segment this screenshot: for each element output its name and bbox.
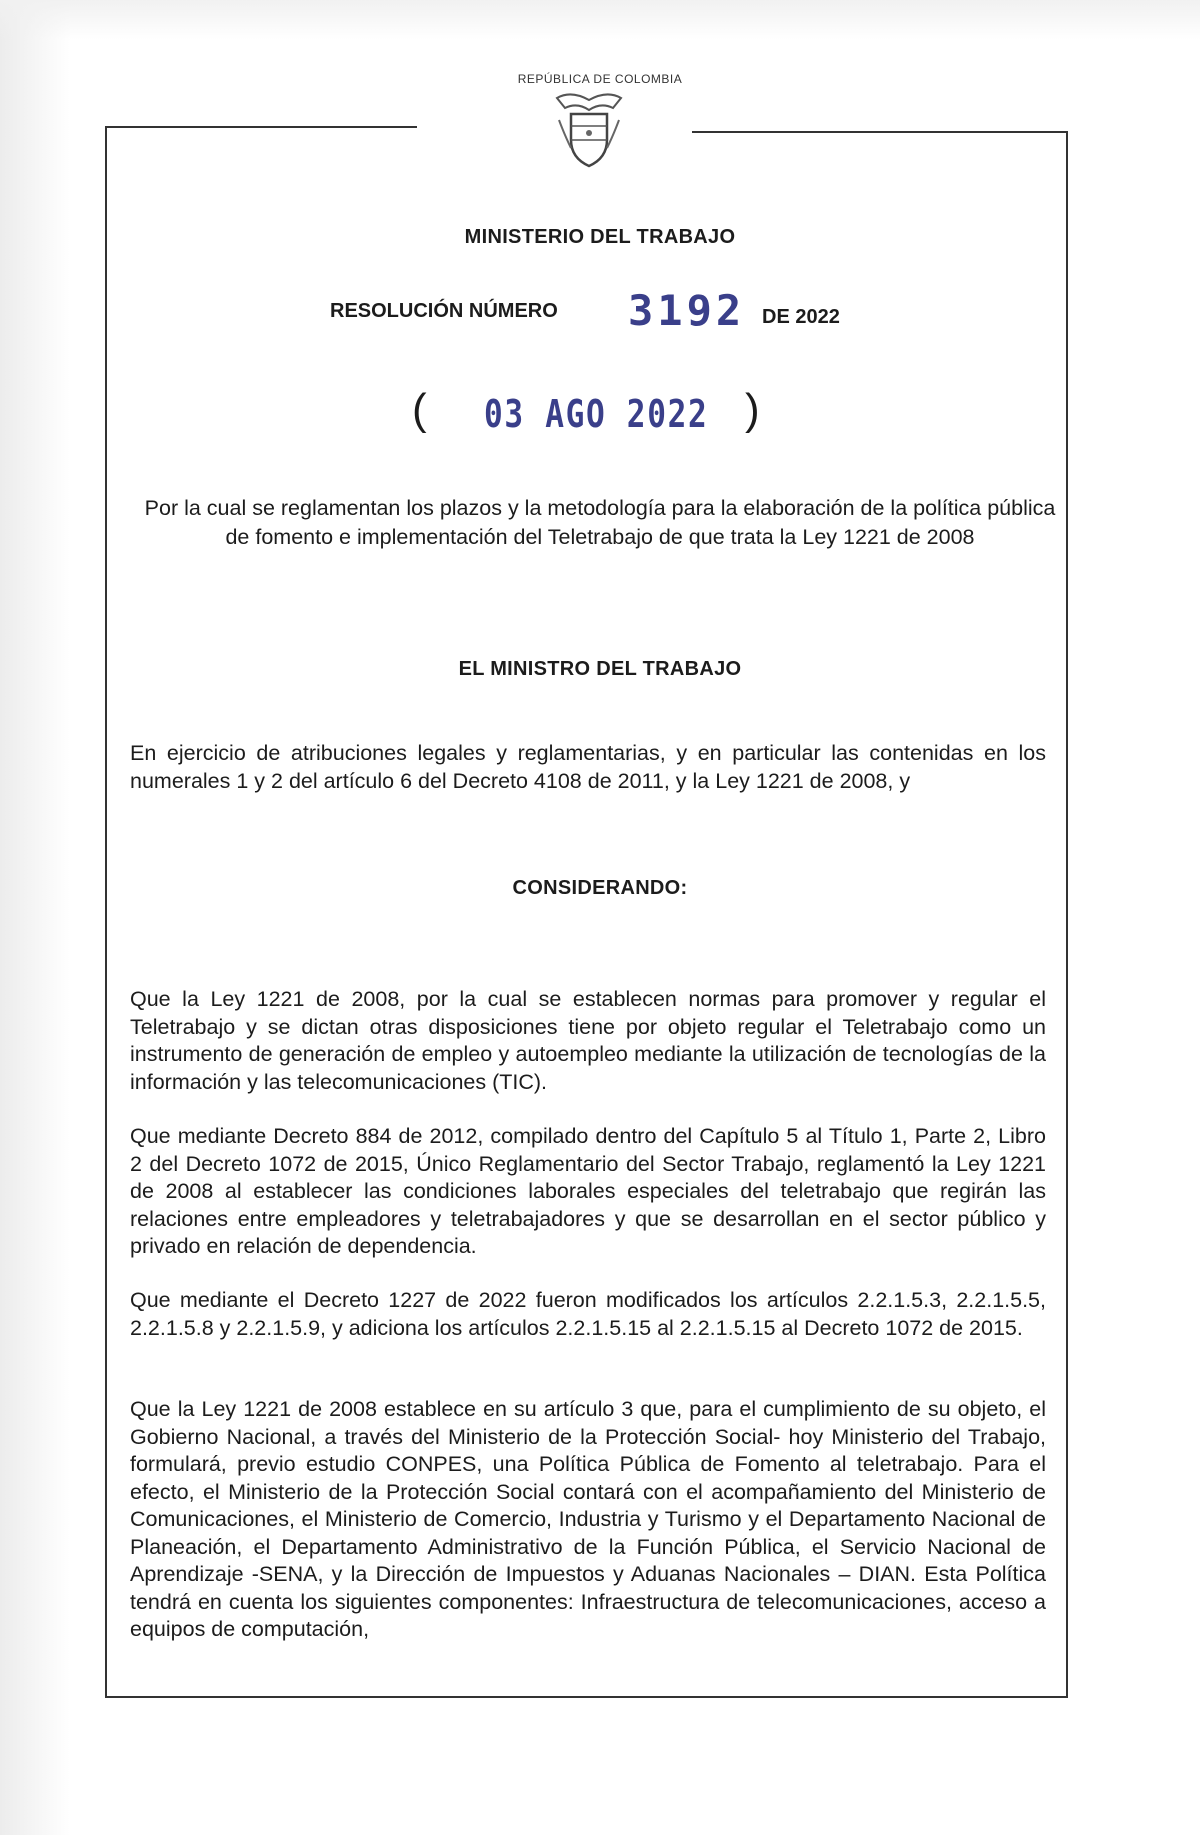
scan-top-shade	[0, 0, 1200, 40]
exercise-paragraph: En ejercicio de atribuciones legales y reglamentarias, y en particular las contenidas en los numerales 1 y 2 del artículo 6 del Decreto 4108 de 2011, y la Ley 1221 de 2008, y	[130, 741, 1046, 793]
close-parenthesis: )	[745, 385, 760, 434]
coat-of-arms-icon	[551, 90, 627, 172]
paragraph-4: Que la Ley 1221 de 2008 establece en su artículo 3 que, para el cumplimiento de su objeto, el Gobierno Nacional, a través del Ministerio de la Protección Social- hoy Ministerio del Trabajo, formulará, previo estudio CONPES, una Política Pública de Fomento al teletrabajo. Para el efecto, el Ministerio de la Protección Social contará con el acompañamiento del Ministerio de Comunicaciones, el Ministerio de Comercio, Industria y Turismo y el Departamento Nacional de Planeación, el Departamento Administrativo de la Función Pública, el Servicio Nacional de Aprendizaje -SENA, y la Dirección de Impuestos y Aduanas Nacionales – DIAN. Esta Política tendrá en cuenta los siguientes componentes: Infraestructura de telecomunicaciones, acceso a equipos de computación,	[130, 1397, 1046, 1641]
authority-title: EL MINISTRO DEL TRABAJO	[458, 658, 742, 680]
frame-border-bottom	[105, 1696, 1068, 1698]
open-parenthesis: (	[412, 385, 427, 434]
frame-border-right	[1066, 131, 1068, 1696]
considerando-heading: CONSIDERANDO:	[512, 877, 688, 899]
scan-shadow	[0, 0, 70, 1835]
paragraph-3: Que mediante el Decreto 1227 de 2022 fueron modificados los artículos 2.2.1.5.3, 2.2.1.5.5, 2.2.1.5.8 y 2.2.1.5.9, y adiciona los artículos 2.2.1.5.15 al 2.2.1.5.15 al Decreto 1072 de 2015.	[130, 1288, 1046, 1340]
paragraph-2: Que mediante Decreto 884 de 2012, compilado dentro del Capítulo 5 al Título 1, Parte 2, Libro 2 del Decreto 1072 de 2015, Único Reglamentario del Sector Trabajo, reglamentó la Ley 1221 de 2008 al establecer las condiciones laborales especiales del teletrabajo que regirán las relaciones entre empleadores y teletrabajadores y que se desarrollan en el sector público y privado en relación de dependencia.	[130, 1124, 1046, 1258]
ministry-title: MINISTERIO DEL TRABAJO	[464, 226, 736, 248]
frame-border-top-right	[692, 131, 1067, 133]
resolution-label: RESOLUCIÓN NÚMERO	[330, 300, 558, 322]
country-header: REPÚBLICA DE COLOMBIA	[517, 72, 683, 86]
resolution-year: DE 2022	[762, 306, 840, 328]
resolution-number-stamp: 3192	[628, 286, 746, 335]
paragraph-1: Que la Ley 1221 de 2008, por la cual se establecen normas para promover y regular el Teletrabajo y se dictan otras disposiciones tiene por objeto regular el Teletrabajo como un instrumento de generación de empleo y autoempleo mediante la utilización de tecnologías de la información y las telecomunicaciones (TIC).	[130, 987, 1046, 1094]
date-stamp: 03 AGO 2022	[484, 392, 709, 436]
frame-border-left	[105, 126, 107, 1696]
resolution-subject: Por la cual se reglamentan los plazos y la metodología para la elaboración de la política pública de fomento e implementación del Teletrabajo de que trata la Ley 1221 de 2008	[144, 496, 1056, 549]
frame-border-top-left	[105, 126, 417, 128]
